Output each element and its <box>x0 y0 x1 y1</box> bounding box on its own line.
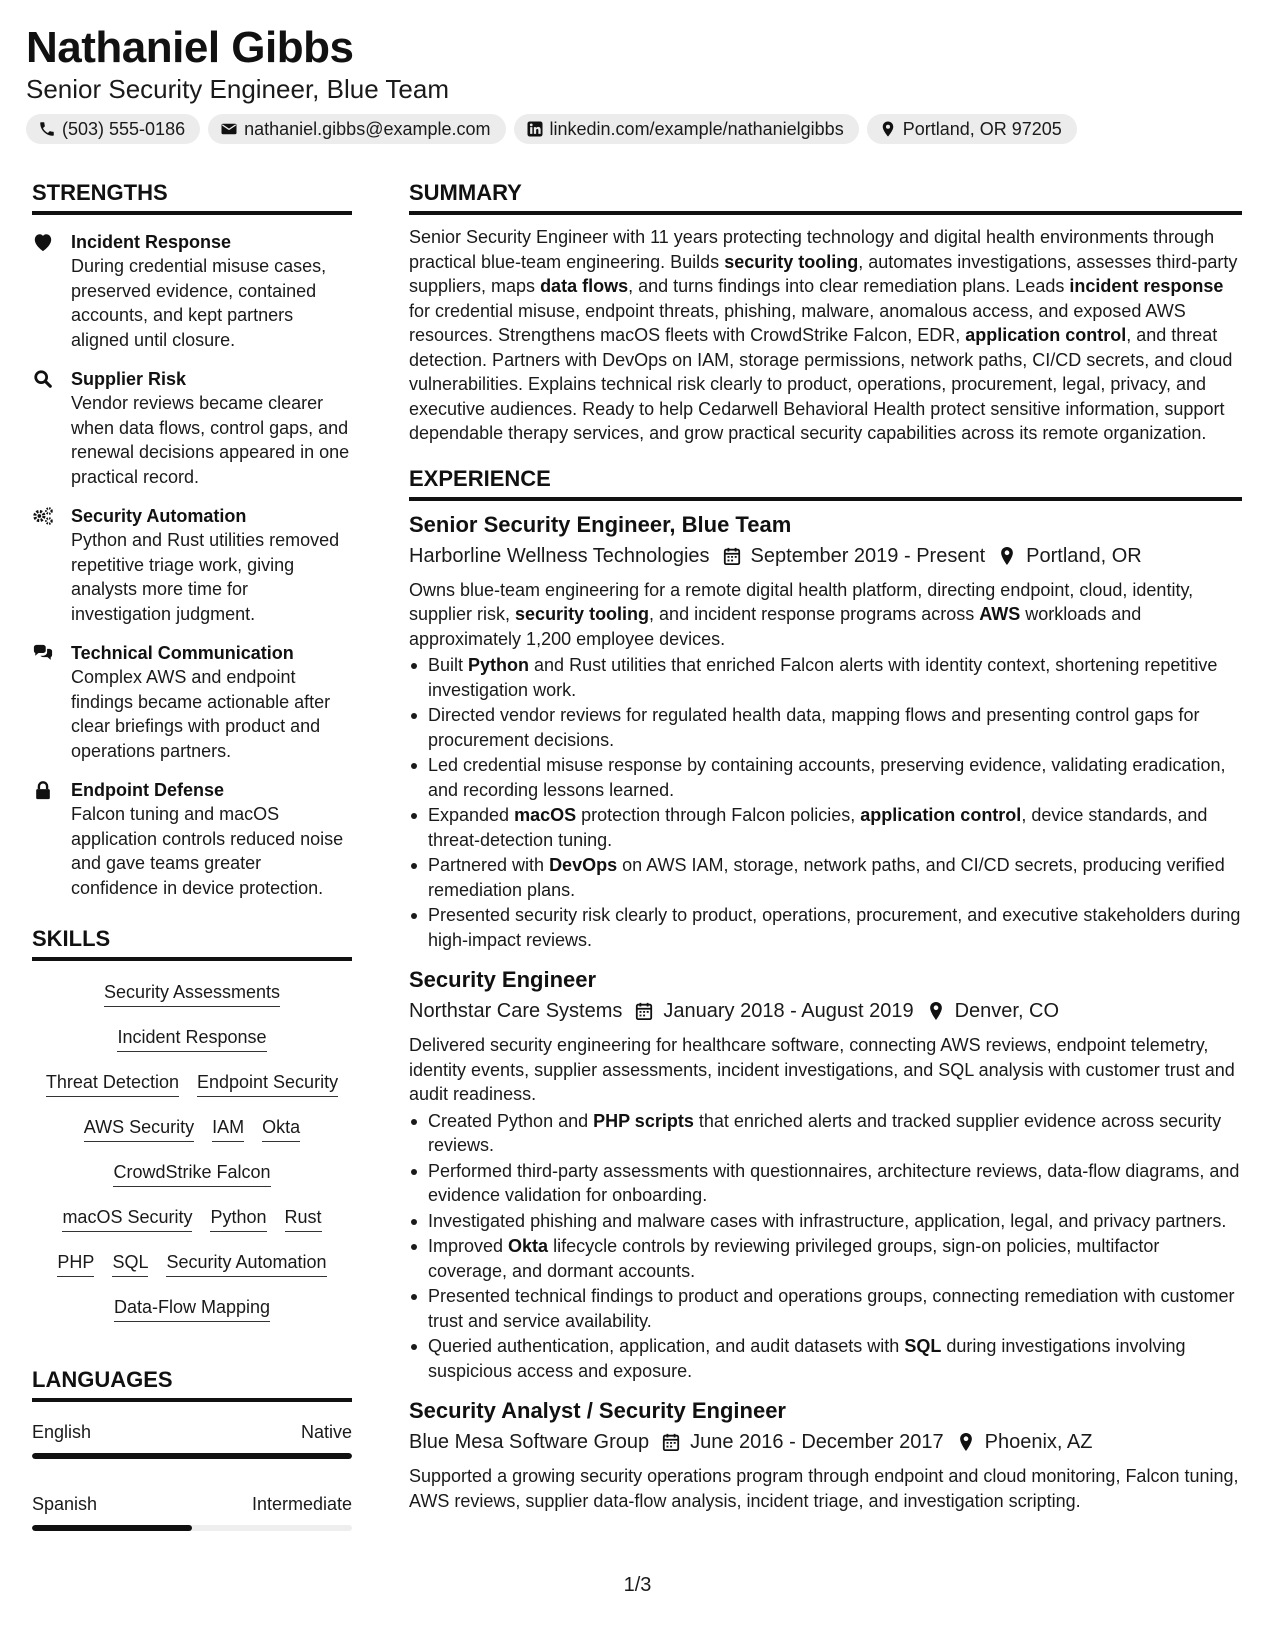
text-run: Created Python and <box>428 1110 594 1131</box>
strength-item <box>32 778 352 900</box>
emphasis-text: security tooling <box>515 604 650 624</box>
emphasis-text: DevOps <box>549 855 618 875</box>
candidate-headline: Senior Security Engineer, Blue Team <box>26 74 449 104</box>
text-run: , automates investigations, assesses third-party suppliers, maps <box>409 251 1238 296</box>
job-dates: January 2018 - August 2019 <box>663 1000 914 1022</box>
strengths-heading: STRENGTHS <box>32 180 352 215</box>
skill-tag: IAM <box>212 1116 244 1142</box>
skill-tag: Incident Response <box>117 1026 266 1052</box>
lock-icon <box>32 780 54 800</box>
skills-section <box>32 926 352 1331</box>
contact-location-text: Portland, OR 97205 <box>902 118 1062 139</box>
text-run: Built <box>428 655 469 675</box>
calendar-icon <box>662 1432 680 1452</box>
job-bullet <box>409 1109 1242 1158</box>
job-entry <box>409 1397 1242 1513</box>
languages-heading: LANGUAGES <box>32 1367 352 1402</box>
text-run: Presented security risk clearly to product, operations, procurement, and executive stakeholders during high-impact reviews. <box>428 905 1241 950</box>
chat-bubbles-icon <box>32 643 54 663</box>
heart-icon <box>32 232 54 252</box>
job-bullet <box>409 853 1242 902</box>
skill-tag: PHP <box>57 1251 94 1277</box>
contact-phone[interactable] <box>26 114 200 144</box>
experience-heading: EXPERIENCE <box>409 466 1242 501</box>
language-proficiency-fill <box>32 1525 192 1531</box>
language-proficiency-bar <box>32 1525 352 1531</box>
skill-row <box>32 1106 352 1151</box>
text-run: that enriched alerts and tracked supplier evidence across security reviews. <box>428 1110 1222 1155</box>
skill-tag: SQL <box>112 1251 148 1277</box>
magnifier-icon <box>32 369 54 389</box>
skill-tag: Okta <box>262 1116 300 1142</box>
summary-text <box>409 225 1242 446</box>
skill-tag: Python <box>210 1206 266 1232</box>
text-run: Delivered security engineering for healthcare software, connecting AWS reviews, endpoint telemetry, identity events, supplier assessments, incident investigations, and SQL analysis with customer trust and audit readiness. <box>409 1035 1235 1104</box>
calendar-icon <box>635 1001 653 1021</box>
phone-icon <box>38 120 56 138</box>
strength-desc: During credential misuse cases, preserved evidence, contained accounts, and kept partners aligned until closure. <box>71 256 327 350</box>
contact-bar <box>26 114 1077 144</box>
emphasis-text: application control <box>860 805 1022 825</box>
contact-email[interactable] <box>208 114 505 144</box>
strength-desc: Complex AWS and endpoint findings became actionable after clear briefings with product and operations partners. <box>71 667 331 761</box>
skill-row <box>32 1061 352 1106</box>
job-meta <box>409 998 1242 1024</box>
contact-phone-text: (503) 555-0186 <box>62 118 186 139</box>
emphasis-text: incident response <box>1069 276 1224 296</box>
job-bullet <box>409 1284 1242 1333</box>
contact-linkedin[interactable] <box>514 114 859 144</box>
text-run: during investigations involving suspicious access and exposure. <box>428 1336 1186 1381</box>
skills-heading: SKILLS <box>32 926 352 961</box>
emphasis-text: Okta <box>508 1236 549 1256</box>
text-run: Supported a growing security operations program through endpoint and cloud monitoring, Falcon tuning, AWS reviews, supplier data-flow analysis, incident triage, and investigation scripting. <box>409 1466 1239 1511</box>
text-run: , and threat detection. Partners with DevOps on IAM, storage permissions, network paths, CI/CD secrets, and cloud vulnerabilities. Explains technical risk clearly to product, operations, procurement, legal, privacy, and executive audiences. Ready to help Cedarwell Behavioral Health protect sensitive information, support dependable therapy services, and grow practical security capabilities across its remote organization. <box>409 325 1233 443</box>
job-company: Blue Mesa Software Group <box>409 1431 650 1453</box>
text-run: lifecycle controls by reviewing privileged groups, sign-on policies, multifactor coverage, and dormant accounts. <box>428 1236 1160 1281</box>
job-bullet <box>409 903 1242 952</box>
job-entry <box>409 966 1242 1383</box>
text-run: Senior Security Engineer with 11 years protecting technology and digital health environments through practical blue-team engineering. Builds <box>409 227 1215 272</box>
candidate-name: Nathaniel Gibbs <box>26 23 354 72</box>
language-item <box>32 1492 352 1531</box>
skill-row <box>32 1016 352 1061</box>
job-bullet <box>409 753 1242 802</box>
location-pin-icon <box>927 1001 945 1021</box>
skills-list <box>32 971 352 1331</box>
gears-icon <box>32 506 54 526</box>
job-dates: September 2019 - Present <box>750 544 986 567</box>
text-run: workloads and approximately 1,200 employee devices. <box>409 604 1142 649</box>
skill-row <box>32 1196 352 1241</box>
emphasis-text: Python <box>468 655 530 675</box>
linkedin-icon <box>526 120 544 138</box>
skill-tag: Security Automation <box>166 1251 326 1277</box>
emphasis-text: SQL <box>904 1336 942 1356</box>
emphasis-text: security tooling <box>724 251 859 272</box>
location-pin-icon <box>879 120 897 138</box>
emphasis-text: AWS <box>979 604 1021 624</box>
text-run: on AWS IAM, storage, network paths, and CI/CD secrets, producing verified remediation plans. <box>428 855 1225 900</box>
strength-item <box>32 641 352 763</box>
language-name: English <box>32 1422 92 1442</box>
language-name: Spanish <box>32 1494 98 1514</box>
text-run: Expanded <box>428 805 515 825</box>
job-description <box>409 578 1242 652</box>
job-meta <box>409 543 1242 569</box>
emphasis-text: data flows <box>540 276 629 296</box>
summary-heading: SUMMARY <box>409 180 1242 215</box>
job-location: Phoenix, AZ <box>984 1431 1093 1453</box>
skill-row <box>32 1286 352 1331</box>
job-bullet <box>409 1334 1242 1383</box>
skill-tag: Threat Detection <box>46 1071 179 1097</box>
job-title: Security Engineer <box>409 967 597 992</box>
skill-row <box>32 1151 352 1196</box>
skill-tag: CrowdStrike Falcon <box>113 1161 270 1187</box>
right-column <box>409 180 1242 1513</box>
strength-title: Security Automation <box>71 506 247 526</box>
job-bullets <box>409 653 1242 952</box>
language-level: Intermediate <box>251 1494 352 1514</box>
text-run: , and incident response programs across <box>649 604 980 624</box>
strength-title: Incident Response <box>71 232 232 252</box>
strength-title: Supplier Risk <box>71 369 187 389</box>
job-description <box>409 1464 1242 1513</box>
text-run: Owns blue-team engineering for a remote digital health platform, directing endpoint, cloud, identity, supplier risk, <box>409 579 1194 624</box>
text-run: for credential misuse, endpoint threats, phishing, malware, anomalous access, and exposed AWS resources. Strengthens macOS fleets with CrowdStrike Falcon, EDR, <box>409 300 1186 345</box>
location-pin-icon <box>957 1432 975 1452</box>
job-bullet <box>409 1209 1242 1234</box>
experience-section <box>409 466 1242 1514</box>
language-level: Native <box>300 1422 352 1442</box>
job-title: Security Analyst / Security Engineer <box>409 1398 786 1423</box>
text-run: Improved <box>428 1236 509 1256</box>
strength-title: Technical Communication <box>71 643 294 663</box>
skill-row <box>32 1241 352 1286</box>
left-column <box>32 180 352 1531</box>
calendar-icon <box>723 546 741 566</box>
contact-location <box>867 114 1077 144</box>
text-run: Presented technical findings to product and operations groups, connecting remediation with customer trust and service availability. <box>428 1286 1235 1331</box>
job-bullets <box>409 1109 1242 1384</box>
job-title: Senior Security Engineer, Blue Team <box>409 511 792 537</box>
strength-title: Endpoint Defense <box>71 780 225 800</box>
text-run: , device standards, and threat-detection tuning. <box>428 805 1208 850</box>
job-location: Portland, OR <box>1026 544 1142 567</box>
language-proficiency-fill <box>32 1453 352 1459</box>
skill-row <box>32 971 352 1016</box>
job-meta <box>409 1429 1242 1455</box>
text-run: Performed third-party assessments with questionnaires, architecture reviews, data-flow diagrams, and evidence validation for onboarding. <box>428 1160 1240 1205</box>
strength-desc: Falcon tuning and macOS application controls reduced noise and gave teams greater confidence in device protection. <box>71 804 344 898</box>
job-bullet <box>409 653 1242 702</box>
text-run: , and turns findings into clear remediation plans. Leads <box>628 276 1070 296</box>
text-run: protection through Falcon policies, <box>576 805 861 825</box>
text-run: and Rust utilities that enriched Falcon alerts with identity context, shortening repetitive investigation work. <box>428 655 1218 700</box>
emphasis-text: macOS <box>514 805 577 825</box>
job-bullet <box>409 703 1242 752</box>
skill-tag: Data-Flow Mapping <box>114 1296 270 1322</box>
text-run: Directed vendor reviews for regulated health data, mapping flows and presenting control gaps for procurement decisions. <box>428 705 1200 750</box>
languages-section <box>32 1367 352 1531</box>
strength-desc: Python and Rust utilities removed repetitive triage work, giving analysts more time for investigation judgment. <box>71 530 340 624</box>
job-bullet <box>409 1159 1242 1208</box>
text-run: Led credential misuse response by containing accounts, preserving evidence, validating eradication, and recording lessons learned. <box>428 755 1226 800</box>
strength-item <box>32 230 352 352</box>
language-proficiency-bar <box>32 1453 352 1459</box>
envelope-icon <box>220 120 238 138</box>
emphasis-text: PHP scripts <box>593 1110 694 1131</box>
skill-tag: macOS Security <box>62 1206 192 1232</box>
job-location: Denver, CO <box>954 1000 1060 1022</box>
skill-tag: Security Assessments <box>104 981 280 1007</box>
skill-tag: Rust <box>285 1206 322 1232</box>
location-pin-icon <box>998 546 1016 566</box>
job-dates: June 2016 - December 2017 <box>690 1431 944 1453</box>
text-run: Partnered with <box>428 855 550 875</box>
job-company: Harborline Wellness Technologies <box>409 544 710 567</box>
text-run: Investigated phishing and malware cases with infrastructure, application, legal, and privacy partners. <box>428 1210 1227 1231</box>
contact-linkedin-text: linkedin.com/example/nathanielgibbs <box>549 118 844 139</box>
job-company: Northstar Care Systems <box>409 1000 623 1022</box>
strength-item <box>32 367 352 489</box>
language-item <box>32 1420 352 1459</box>
skill-tag: AWS Security <box>84 1116 194 1142</box>
text-run: Queried authentication, application, and audit datasets with <box>428 1336 905 1356</box>
strength-desc: Vendor reviews became clearer when data flows, control gaps, and renewal decisions appeared in one practical record. <box>71 393 350 487</box>
page-number: 1/3 <box>623 1574 652 1596</box>
contact-email-text: nathaniel.gibbs@example.com <box>244 118 491 139</box>
job-entry <box>409 511 1242 953</box>
job-description <box>409 1033 1242 1107</box>
job-bullet <box>409 1234 1242 1283</box>
skill-tag: Endpoint Security <box>197 1071 338 1097</box>
strength-item <box>32 504 352 626</box>
emphasis-text: application control <box>965 325 1127 345</box>
job-bullet <box>409 803 1242 852</box>
